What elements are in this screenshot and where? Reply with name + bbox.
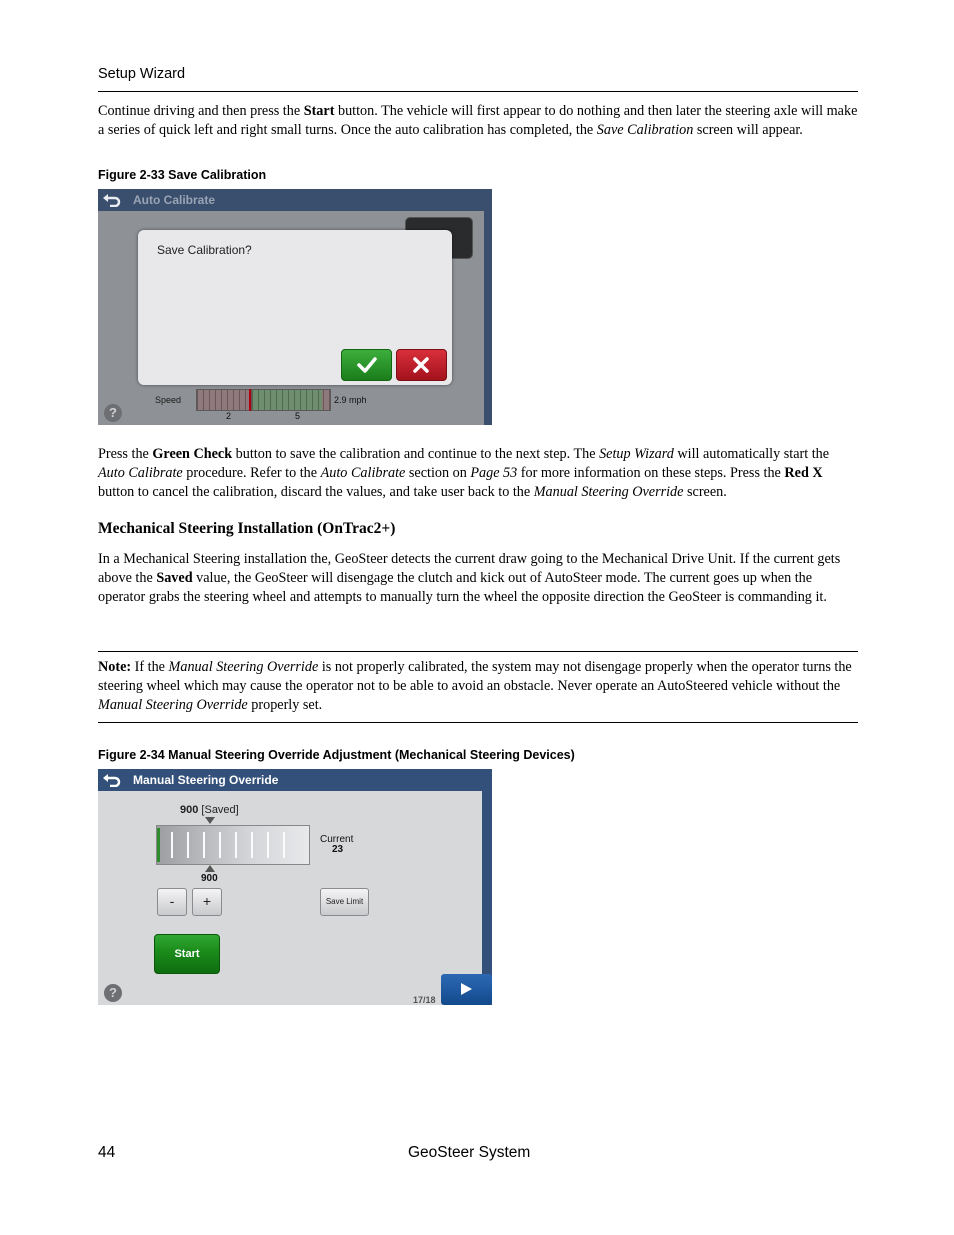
text: button to cancel the calibration, discard the values, and take user back to the	[98, 484, 534, 500]
next-button[interactable]	[441, 974, 492, 1005]
text: If the	[131, 659, 169, 675]
gauge-tick	[203, 832, 205, 858]
figure-save-calibration-screen	[98, 189, 492, 425]
text: value, the GeoSteer will disengage the clutch and kick out of AutoSteer mode. The current goes up when the operator grabs the steering wheel and attempts to manually turn the wheel the opposite direction the GeoSteer is commanding it.	[98, 570, 827, 605]
speed-gauge-marker	[249, 389, 251, 411]
saved-marker-icon	[205, 817, 215, 824]
text: for more information on these steps. Press the	[517, 465, 785, 481]
dialog-message: Save Calibration?	[157, 243, 252, 257]
current-level-indicator	[157, 828, 160, 862]
current-gauge	[156, 825, 310, 865]
back-arrow-icon[interactable]	[102, 771, 122, 787]
text: properly set.	[247, 697, 323, 713]
italic-term: Setup Wizard	[599, 446, 674, 462]
figure-caption: Figure 2-34 Manual Steering Override Adjustment (Mechanical Steering Devices)	[98, 748, 575, 762]
italic-term: Manual Steering Override	[98, 697, 248, 713]
speed-gauge	[196, 389, 331, 411]
text: button to save the calibration and continue to the next step. The	[232, 446, 600, 462]
gauge-tick	[171, 832, 173, 858]
next-arrow-icon	[461, 983, 472, 995]
help-icon[interactable]: ?	[104, 984, 122, 1002]
italic-term: Manual Steering Override	[168, 659, 319, 675]
save-limit-button[interactable]: Save Limit	[320, 888, 369, 916]
screen-title: Auto Calibrate	[133, 193, 216, 207]
saved-tag: [Saved]	[201, 804, 239, 816]
limit-marker-icon	[205, 865, 215, 872]
text: will automatically start the	[673, 446, 830, 462]
screen-title: Manual Steering Override	[133, 773, 279, 787]
note-label: Note:	[98, 659, 132, 675]
page-reference: Page 53	[470, 465, 518, 481]
figure-manual-steering-override-screen	[98, 769, 492, 1005]
gauge-tick	[283, 832, 285, 858]
note-top-rule	[98, 651, 858, 652]
screen-titlebar	[98, 769, 492, 791]
text: In a Mechanical Steering installation the, GeoSteer detects the current draw going to the Mechanical Drive Unit. If the current gets above the	[98, 551, 841, 586]
bold-term: Green Check	[152, 446, 233, 462]
bold-term: Red X	[784, 465, 823, 481]
italic-term: Manual Steering Override	[533, 484, 684, 500]
speed-value: 2.9 mph	[334, 395, 367, 405]
running-header: Setup Wizard	[98, 66, 186, 82]
text: screen.	[683, 484, 727, 500]
text: screen will appear.	[693, 122, 803, 138]
speed-label: Speed	[155, 395, 182, 405]
current-label: Current	[320, 834, 354, 845]
saved-limit-label	[180, 804, 239, 816]
increment-button[interactable]: +	[192, 888, 222, 916]
paragraph-green-check	[98, 445, 858, 502]
note-paragraph	[98, 658, 858, 715]
italic-term: Auto Calibrate	[98, 465, 183, 481]
limit-value: 900	[201, 873, 218, 884]
figure-caption: Figure 2-33 Save Calibration	[98, 168, 267, 182]
page-number: 44	[98, 1144, 116, 1161]
header-rule	[98, 91, 858, 92]
current-value: 23	[332, 844, 344, 855]
text: procedure. Refer to the	[182, 465, 321, 481]
note-bottom-rule	[98, 722, 858, 723]
gauge-tick	[267, 832, 269, 858]
paragraph-continue-driving	[98, 102, 858, 140]
page-count: 17/18	[413, 995, 436, 1005]
saved-limit-value: 900	[180, 804, 199, 816]
x-icon	[412, 356, 430, 374]
gauge-tick	[235, 832, 237, 858]
paragraph-mechanical-steering	[98, 550, 858, 607]
italic-term: Save Calibration	[596, 122, 694, 138]
text: button. The vehicle will first appear to do nothing and then later the steering axle will make a series of quick left and right small turns. Once the auto calibration has completed, the	[98, 103, 858, 138]
speed-gauge-green-zone	[252, 390, 322, 410]
bold-term: Saved	[156, 570, 193, 586]
text: section on	[405, 465, 471, 481]
check-icon	[357, 356, 377, 374]
save-calibration-dialog	[138, 230, 452, 385]
gauge-tick	[219, 832, 221, 858]
italic-term: Auto Calibrate	[320, 465, 406, 481]
green-check-button[interactable]	[341, 349, 392, 381]
section-heading: Mechanical Steering Installation (OnTrac2+)	[98, 520, 396, 537]
text: Continue driving and then press the	[98, 103, 304, 119]
red-x-button[interactable]	[396, 349, 447, 381]
screen-titlebar	[98, 189, 492, 211]
text: is not properly calibrated, the system may not disengage properly when the operator turns the steering wheel which may cause the operator not to be able to avoid an obstacle. Never operate an AutoSteered vehicle without the	[98, 659, 852, 694]
speed-tick-high: 5	[295, 411, 301, 421]
text: Press the	[98, 446, 153, 462]
decrement-button[interactable]: -	[157, 888, 187, 916]
help-icon[interactable]: ?	[104, 404, 122, 422]
bold-term: Start	[303, 103, 335, 119]
footer-doc-title: GeoSteer System	[408, 1144, 531, 1161]
gauge-tick	[251, 832, 253, 858]
back-arrow-icon[interactable]	[102, 191, 122, 207]
gauge-tick	[187, 832, 189, 858]
start-button[interactable]: Start	[154, 934, 220, 974]
speed-tick-low: 2	[226, 411, 232, 421]
